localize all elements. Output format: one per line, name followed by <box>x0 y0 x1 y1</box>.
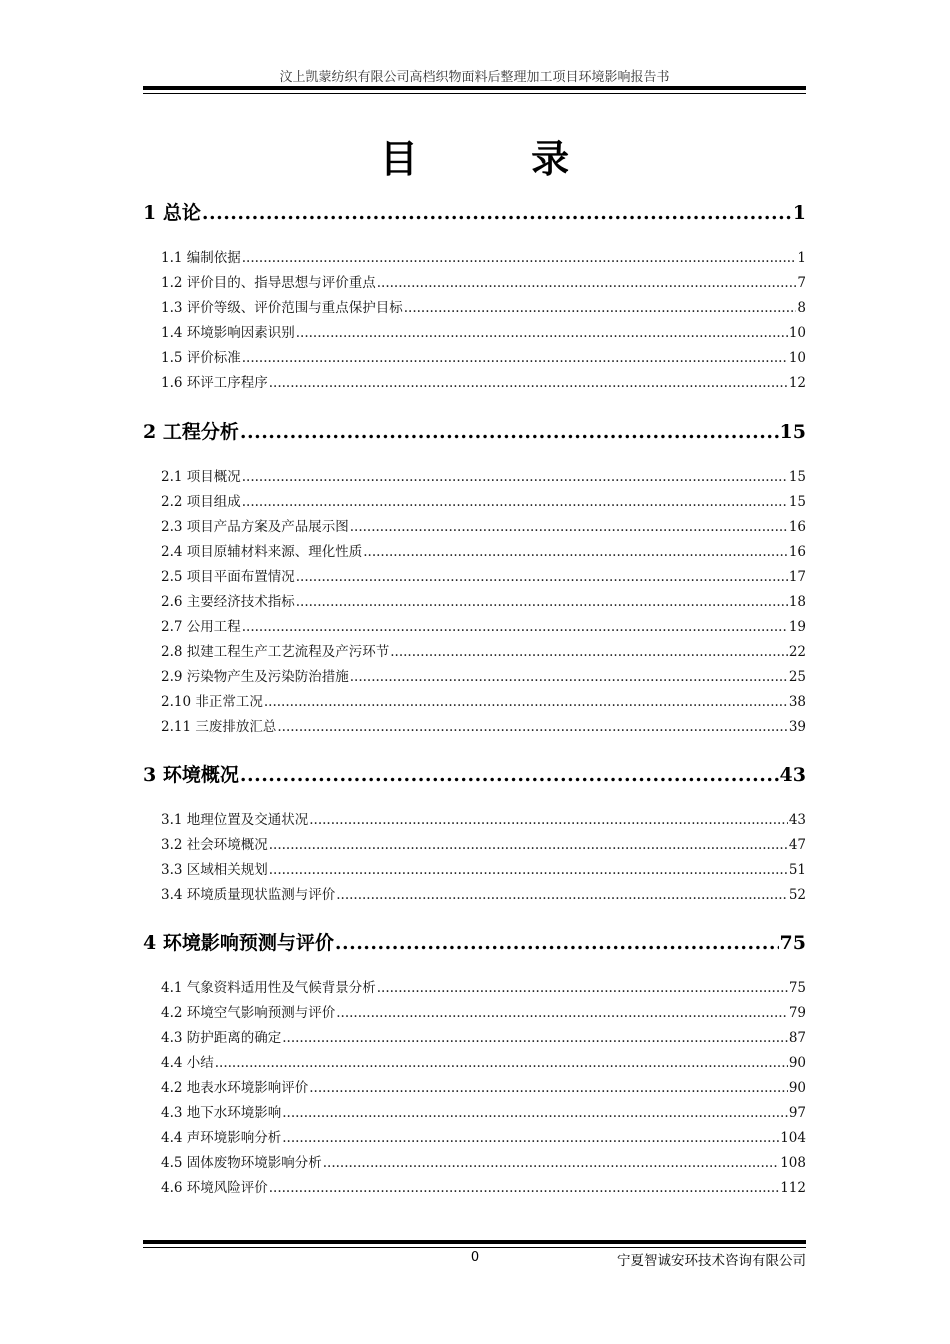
toc-section-entry[interactable]: 2.1 项目概况 ..... 15 <box>143 465 806 490</box>
toc-section-entry[interactable]: 3.2 社会环境概况 ..... 47 <box>143 833 806 858</box>
page-number: 0 <box>470 1250 480 1265</box>
toc-section-entry[interactable]: 1.1 编制依据 ..... 1 <box>143 246 806 271</box>
toc-sections-1 <box>143 246 806 396</box>
chapter-page: 75 <box>779 932 806 954</box>
header-rule-thin <box>143 93 806 94</box>
toc-section-entry[interactable]: 3.1 地理位置及交通状况 ..... 43 <box>143 808 806 833</box>
toc-chapter-entry[interactable] <box>143 417 806 441</box>
chapter-label: 2 工程分析 <box>143 421 239 443</box>
toc-section-entry[interactable]: 4.6 环境风险评价 ..... 112 <box>143 1176 806 1201</box>
toc-chapter-entry[interactable] <box>143 760 806 784</box>
toc-section-entry[interactable]: 4.1 气象资料适用性及气候背景分析 ..... 75 <box>143 976 806 1001</box>
running-header: 汶上凯蒙纺织有限公司高档织物面料后整理加工项目环境影响报告书 <box>279 70 670 85</box>
chapter-page: 15 <box>779 421 806 443</box>
chapter-label: 1 总论 <box>143 202 201 224</box>
toc-chapter-3 <box>143 760 806 784</box>
toc-section-entry[interactable]: 4.3 防护距离的确定 ..... 87 <box>143 1026 806 1051</box>
toc-chapter-2 <box>143 417 806 441</box>
toc-section-entry[interactable]: 1.5 评价标准 ..... 10 <box>143 346 806 371</box>
chapter-page: 43 <box>779 764 806 786</box>
toc-section-entry[interactable]: 2.7 公用工程 ..... 19 <box>143 615 806 640</box>
toc-section-entry[interactable]: 2.2 项目组成 ..... 15 <box>143 490 806 515</box>
toc-sections-3 <box>143 808 806 908</box>
toc-section-entry[interactable]: 4.2 地表水环境影响评价 ..... 90 <box>143 1076 806 1101</box>
toc-section-entry[interactable]: 1.4 环境影响因素识别 ..... 10 <box>143 321 806 346</box>
toc-section-entry[interactable]: 4.4 小结 ..... 90 <box>143 1051 806 1076</box>
header-rule-thick <box>143 86 806 90</box>
footer-rule-thick <box>143 1240 806 1244</box>
toc-section-entry[interactable]: 4.4 声环境影响分析 ..... 104 <box>143 1126 806 1151</box>
toc-section-entry[interactable]: 3.3 区域相关规划 ..... 51 <box>143 858 806 883</box>
toc-section-entry[interactable]: 1.2 评价目的、指导思想与评价重点 ..... 7 <box>143 271 806 296</box>
toc-section-entry[interactable]: 2.10 非正常工况 ..... 38 <box>143 690 806 715</box>
toc-sections-2 <box>143 465 806 740</box>
chapter-page: 1 <box>792 202 806 224</box>
toc-section-entry[interactable]: 2.4 项目原辅材料来源、理化性质 ..... 16 <box>143 540 806 565</box>
footer-company: 宁夏智诚安环技术咨询有限公司 <box>617 1253 806 1269</box>
toc-title: 目 录 <box>379 136 620 181</box>
chapter-label: 3 环境概况 <box>143 764 239 786</box>
toc-chapter-1 <box>143 198 806 222</box>
footer-rule-thin <box>143 1247 806 1248</box>
toc-section-entry[interactable]: 2.6 主要经济技术指标 ..... 18 <box>143 590 806 615</box>
toc-sections-4 <box>143 976 806 1201</box>
toc-section-entry[interactable]: 4.5 固体废物环境影响分析 ..... 108 <box>143 1151 806 1176</box>
toc-section-entry[interactable]: 2.11 三废排放汇总 ..... 39 <box>143 715 806 740</box>
toc-section-entry[interactable]: 4.2 环境空气影响预测与评价 ..... 79 <box>143 1001 806 1026</box>
toc-section-entry[interactable]: 2.8 拟建工程生产工艺流程及产污环节 ..... 22 <box>143 640 806 665</box>
toc-section-entry[interactable]: 3.4 环境质量现状监测与评价 ..... 52 <box>143 883 806 908</box>
toc-section-entry[interactable]: 4.3 地下水环境影响 ..... 97 <box>143 1101 806 1126</box>
toc-section-entry[interactable]: 1.6 环评工序程序 ..... 12 <box>143 371 806 396</box>
toc-chapter-4 <box>143 928 806 952</box>
toc-chapter-entry[interactable] <box>143 928 806 952</box>
chapter-label: 4 环境影响预测与评价 <box>143 932 334 954</box>
toc-section-entry[interactable]: 2.5 项目平面布置情况 ..... 17 <box>143 565 806 590</box>
toc-section-entry[interactable]: 2.3 项目产品方案及产品展示图 ..... 16 <box>143 515 806 540</box>
toc-section-entry[interactable]: 2.9 污染物产生及污染防治措施 ..... 25 <box>143 665 806 690</box>
toc-section-entry[interactable]: 1.3 评价等级、评价范围与重点保护目标 ..... 8 <box>143 296 806 321</box>
toc-chapter-entry[interactable] <box>143 198 806 222</box>
